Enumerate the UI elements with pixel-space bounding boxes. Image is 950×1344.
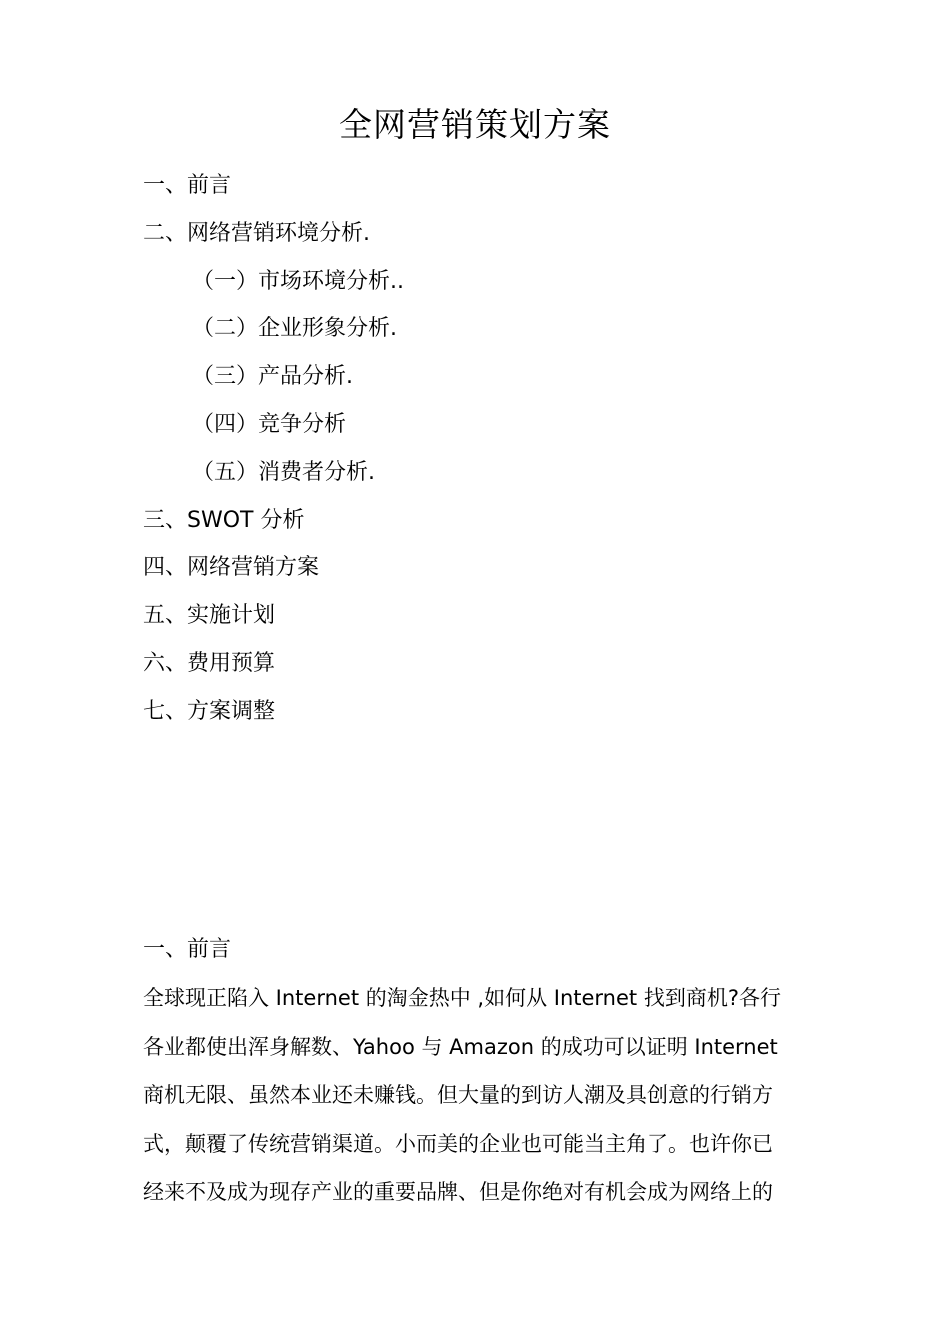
section-heading-preface: 一、前言 (143, 937, 232, 962)
toc-item-preface: 一、前言 (143, 173, 232, 198)
toc-subitem-market-environment: （一）市场环境分析.. (192, 268, 404, 294)
toc-item-implementation: 五、实施计划 (143, 603, 276, 629)
paragraph-line: 全球现正陷入 Internet 的淘金热中 ,如何从 Internet 找到商机?各行 (143, 986, 781, 1010)
toc-subitem-consumer-analysis: （五）消费者分析. (192, 459, 375, 485)
paragraph-line: 经来不及成为现存产业的重要品牌、但是你绝对有机会成为网络上的 (143, 1180, 773, 1204)
toc-item-budget: 六、费用预算 (143, 650, 276, 676)
document-title: 全网营销策划方案 (339, 105, 611, 144)
toc-subitem-competition-analysis: （四）竞争分析 (192, 411, 347, 437)
paragraph-line: 式，颠覆了传统营销渠道。小而美的企业也可能当主角了。也许你已 (143, 1131, 773, 1156)
preface-paragraph (143, 974, 809, 1217)
paragraph-line: 商机无限、虽然本业还未赚钱。但大量的到访人潮及具创意的行销方 (143, 1083, 773, 1107)
toc-subitem-product-analysis: （三）产品分析. (192, 364, 353, 390)
toc-item-environment-analysis: 二、网络营销环境分析. (143, 220, 370, 246)
paragraph-line: 各业都使出浑身解数、Yahoo 与 Amazon 的成功可以证明 Internet (143, 1034, 778, 1059)
toc-item-swot: 三、SWOT 分析 (143, 507, 305, 533)
table-of-contents (143, 162, 843, 736)
toc-item-adjustment: 七、方案调整 (143, 698, 276, 724)
toc-item-marketing-plan: 四、网络营销方案 (143, 555, 320, 581)
toc-subitem-corporate-image: （二）企业形象分析. (192, 316, 397, 342)
